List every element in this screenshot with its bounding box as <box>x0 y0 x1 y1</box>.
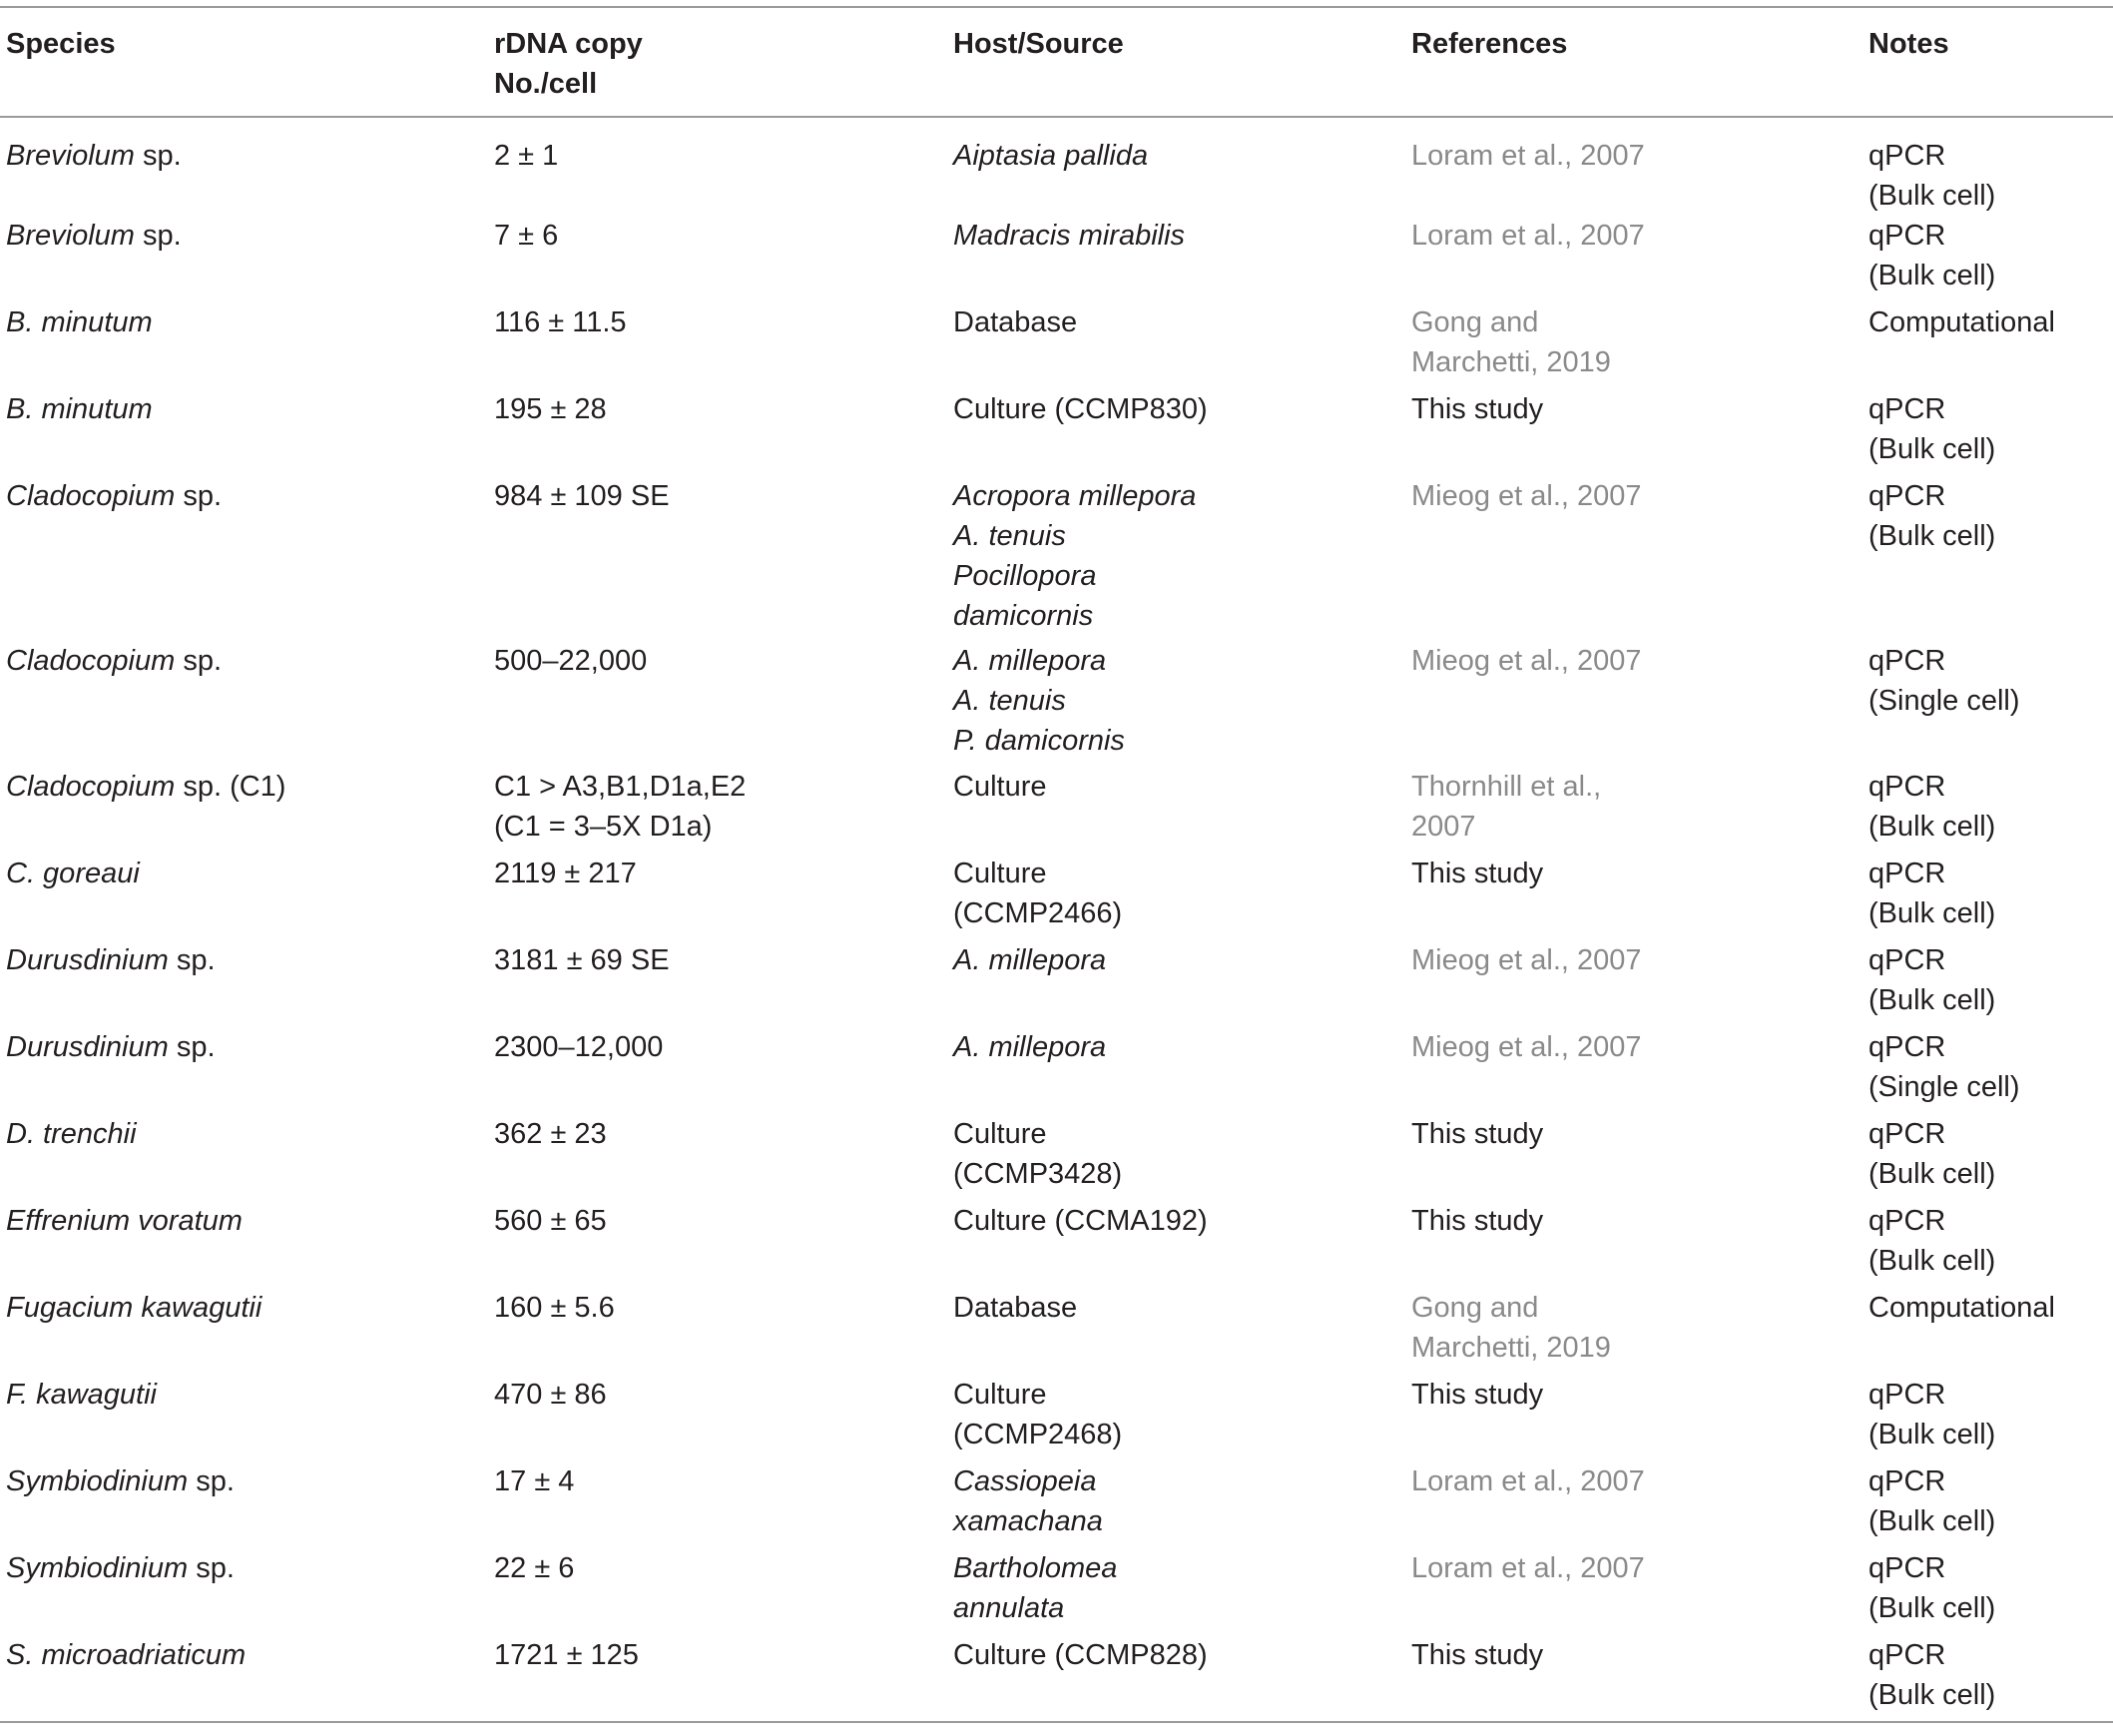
cell-rdna-copy <box>488 1288 947 1375</box>
cell-notes <box>1862 389 2113 476</box>
rdna-copy-value: 7 ± 6 <box>494 220 559 252</box>
cell-rdna-copy <box>488 476 947 641</box>
species-name-suffix: sp. <box>168 1031 216 1063</box>
rdna-copy-value: 500–22,000 <box>494 645 648 677</box>
cell-notes <box>1862 1201 2113 1288</box>
cell-reference <box>1405 940 1862 1027</box>
cell-host-source <box>947 1201 1405 1288</box>
table-row <box>0 1635 2113 1722</box>
cell-rdna-copy <box>488 940 947 1027</box>
cell-notes <box>1862 641 2113 767</box>
rdna-copy-value: 2300–12,000 <box>494 1031 664 1063</box>
notes-value: qPCR (Bulk cell) <box>1868 393 1996 465</box>
cell-rdna-copy <box>488 1375 947 1461</box>
table-header <box>0 7 2113 117</box>
cell-notes <box>1862 767 2113 854</box>
rdna-copy-value: 984 ± 109 SE <box>494 480 670 512</box>
reference-link[interactable]: Loram et al., 2007 <box>1411 220 1645 252</box>
notes-value: qPCR (Bulk cell) <box>1868 1465 1996 1537</box>
species-name-italic: Cladocopium <box>6 771 176 803</box>
cell-notes <box>1862 940 2113 1027</box>
cell-host-source <box>947 476 1405 641</box>
cell-reference <box>1405 1375 1862 1461</box>
header-host-source: Host/Source <box>953 28 1124 60</box>
cell-host-source <box>947 641 1405 767</box>
cell-host-source <box>947 1461 1405 1548</box>
species-name-italic: Breviolum <box>6 220 135 252</box>
species-name-suffix: sp. <box>175 645 223 677</box>
notes-value: qPCR (Bulk cell) <box>1868 140 1996 212</box>
rdna-copy-value: 470 ± 86 <box>494 1379 607 1411</box>
reference-text: This study <box>1411 1639 1544 1671</box>
cell-species <box>0 1461 488 1548</box>
rdna-copy-value: 362 ± 23 <box>494 1118 607 1150</box>
reference-link[interactable]: Loram et al., 2007 <box>1411 1465 1645 1497</box>
host-source-value: Acropora millepora A. tenuis Pocillopora damicornis <box>953 480 1197 632</box>
notes-value: qPCR (Bulk cell) <box>1868 771 1996 843</box>
cell-rdna-copy <box>488 1635 947 1722</box>
cell-notes <box>1862 117 2113 216</box>
table-row <box>0 476 2113 641</box>
cell-species <box>0 1635 488 1722</box>
notes-value: qPCR (Bulk cell) <box>1868 1639 1996 1711</box>
table-row <box>0 1288 2113 1375</box>
host-source-value: Database <box>953 306 1078 338</box>
cell-notes <box>1862 854 2113 940</box>
host-source-value: Culture (CCMP828) <box>953 1639 1208 1671</box>
cell-species <box>0 216 488 302</box>
species-name-suffix: sp. <box>134 220 182 252</box>
reference-link[interactable]: Gong and Marchetti, 2019 <box>1411 1292 1611 1364</box>
species-name-suffix: sp. (C1) <box>175 771 286 803</box>
host-source-value: A. millepora A. tenuis P. damicornis <box>953 645 1125 757</box>
rdna-copy-value: 560 ± 65 <box>494 1205 607 1237</box>
cell-species <box>0 1548 488 1635</box>
host-source-value: Culture (CCMA192) <box>953 1205 1208 1237</box>
cell-species <box>0 854 488 940</box>
cell-species <box>0 1114 488 1201</box>
cell-reference <box>1405 1288 1862 1375</box>
host-source-value: Culture (CCMP2468) <box>953 1379 1123 1450</box>
reference-text: This study <box>1411 1205 1544 1237</box>
cell-notes <box>1862 1548 2113 1635</box>
species-name-italic: B. minutum <box>6 393 153 425</box>
cell-rdna-copy <box>488 767 947 854</box>
cell-species <box>0 641 488 767</box>
cell-rdna-copy <box>488 1114 947 1201</box>
reference-link[interactable]: Mieog et al., 2007 <box>1411 944 1642 976</box>
cell-species <box>0 389 488 476</box>
cell-host-source <box>947 1027 1405 1114</box>
species-name-italic: B. minutum <box>6 306 153 338</box>
table-row <box>0 389 2113 476</box>
cell-host-source <box>947 767 1405 854</box>
cell-reference <box>1405 302 1862 389</box>
cell-host-source <box>947 940 1405 1027</box>
notes-value: qPCR (Single cell) <box>1868 645 2020 717</box>
reference-text: This study <box>1411 858 1544 889</box>
cell-reference <box>1405 1114 1862 1201</box>
species-name-italic: Effrenium voratum <box>6 1205 243 1237</box>
host-source-value: A. millepora <box>953 944 1107 976</box>
reference-link[interactable]: Thornhill et al., 2007 <box>1411 771 1602 843</box>
table-row <box>0 1027 2113 1114</box>
host-source-value: Bartholomea annulata <box>953 1552 1118 1624</box>
host-source-value: Cassiopeia xamachana <box>953 1465 1103 1537</box>
cell-notes <box>1862 302 2113 389</box>
notes-value: qPCR (Bulk cell) <box>1868 1118 1996 1190</box>
rdna-copy-value: 22 ± 6 <box>494 1552 575 1584</box>
cell-reference <box>1405 1635 1862 1722</box>
cell-reference <box>1405 476 1862 641</box>
rdna-copy-value: 2 ± 1 <box>494 140 559 172</box>
cell-notes <box>1862 1461 2113 1548</box>
notes-value: qPCR (Single cell) <box>1868 1031 2020 1103</box>
table-row <box>0 117 2113 216</box>
host-source-value: Culture (CCMP3428) <box>953 1118 1123 1190</box>
host-source-value: Culture (CCMP830) <box>953 393 1208 425</box>
cell-reference <box>1405 1201 1862 1288</box>
cell-reference <box>1405 1461 1862 1548</box>
reference-link[interactable]: Mieog et al., 2007 <box>1411 480 1642 512</box>
rdna-copy-value: 195 ± 28 <box>494 393 607 425</box>
cell-rdna-copy <box>488 389 947 476</box>
species-name-italic: S. microadriaticum <box>6 1639 247 1671</box>
header-references: References <box>1411 28 1568 60</box>
cell-reference <box>1405 216 1862 302</box>
rdna-copy-value: 1721 ± 125 <box>494 1639 639 1671</box>
host-source-value: Culture (CCMP2466) <box>953 858 1123 929</box>
species-name-suffix: sp. <box>188 1552 235 1584</box>
cell-species <box>0 1288 488 1375</box>
cell-notes <box>1862 1375 2113 1461</box>
species-name-italic: Cladocopium <box>6 480 176 512</box>
reference-text: This study <box>1411 1379 1544 1411</box>
header-row <box>0 7 2113 117</box>
cell-rdna-copy <box>488 1201 947 1288</box>
cell-notes <box>1862 1027 2113 1114</box>
cell-species <box>0 476 488 641</box>
cell-notes <box>1862 476 2113 641</box>
rdna-copy-value: 2119 ± 217 <box>494 858 637 889</box>
table-row <box>0 1201 2113 1288</box>
cell-reference <box>1405 854 1862 940</box>
cell-notes <box>1862 1635 2113 1722</box>
species-name-italic: Cladocopium <box>6 645 176 677</box>
cell-rdna-copy <box>488 302 947 389</box>
cell-notes <box>1862 1114 2113 1201</box>
cell-notes <box>1862 1288 2113 1375</box>
cell-species <box>0 302 488 389</box>
rdna-copy-value: 160 ± 5.6 <box>494 1292 615 1324</box>
table-row <box>0 1375 2113 1461</box>
cell-reference <box>1405 641 1862 767</box>
cell-rdna-copy <box>488 1027 947 1114</box>
cell-host-source <box>947 1288 1405 1375</box>
table-row <box>0 940 2113 1027</box>
cell-host-source <box>947 302 1405 389</box>
species-name-italic: Breviolum <box>6 140 135 172</box>
table-row <box>0 854 2113 940</box>
cell-reference <box>1405 767 1862 854</box>
cell-species <box>0 940 488 1027</box>
species-name-italic: D. trenchii <box>6 1118 137 1150</box>
cell-rdna-copy <box>488 1461 947 1548</box>
table-row <box>0 1114 2113 1201</box>
cell-host-source <box>947 117 1405 216</box>
species-name-italic: Symbiodinium <box>6 1465 189 1497</box>
host-source-value: Aiptasia pallida <box>953 140 1149 172</box>
rdna-copy-table <box>0 6 2113 1723</box>
table-row <box>0 216 2113 302</box>
cell-species <box>0 1375 488 1461</box>
header-species: Species <box>6 28 116 60</box>
reference-text: This study <box>1411 1118 1544 1150</box>
species-name-italic: Durusdinium <box>6 944 169 976</box>
species-name-italic: F. kawagutii <box>6 1379 157 1411</box>
table-row <box>0 1461 2113 1548</box>
notes-value: qPCR (Bulk cell) <box>1868 1552 1996 1624</box>
species-name-suffix: sp. <box>188 1465 235 1497</box>
reference-link[interactable]: Gong and Marchetti, 2019 <box>1411 306 1611 378</box>
cell-species <box>0 1027 488 1114</box>
cell-host-source <box>947 216 1405 302</box>
table-row <box>0 1548 2113 1635</box>
cell-species <box>0 767 488 854</box>
cell-notes <box>1862 216 2113 302</box>
cell-reference <box>1405 117 1862 216</box>
notes-value: Computational <box>1868 1292 2055 1324</box>
host-source-value: Madracis mirabilis <box>953 220 1186 252</box>
host-source-value: A. millepora <box>953 1031 1107 1063</box>
header-notes: Notes <box>1868 28 1949 60</box>
cell-host-source <box>947 1635 1405 1722</box>
cell-rdna-copy <box>488 117 947 216</box>
rdna-copy-value: C1 > A3,B1,D1a,E2 (C1 = 3–5X D1a) <box>494 771 747 843</box>
notes-value: qPCR (Bulk cell) <box>1868 1205 1996 1277</box>
cell-rdna-copy <box>488 854 947 940</box>
cell-host-source <box>947 389 1405 476</box>
species-name-italic: Fugacium kawagutii <box>6 1292 263 1324</box>
cell-species <box>0 117 488 216</box>
notes-value: qPCR (Bulk cell) <box>1868 220 1996 291</box>
table-body <box>0 117 2113 1722</box>
header-rdna-copy: rDNA copy No./cell <box>494 28 643 100</box>
cell-host-source <box>947 1114 1405 1201</box>
species-name-italic: Durusdinium <box>6 1031 169 1063</box>
cell-reference <box>1405 389 1862 476</box>
cell-rdna-copy <box>488 1548 947 1635</box>
table-row <box>0 641 2113 767</box>
cell-reference <box>1405 1027 1862 1114</box>
cell-reference <box>1405 1548 1862 1635</box>
notes-value: qPCR (Bulk cell) <box>1868 858 1996 929</box>
species-name-italic: Symbiodinium <box>6 1552 189 1584</box>
rdna-copy-value: 3181 ± 69 SE <box>494 944 670 976</box>
reference-link[interactable]: Loram et al., 2007 <box>1411 140 1645 172</box>
reference-link[interactable]: Mieog et al., 2007 <box>1411 1031 1642 1063</box>
host-source-value: Database <box>953 1292 1078 1324</box>
reference-text: This study <box>1411 393 1544 425</box>
table-row <box>0 767 2113 854</box>
species-name-suffix: sp. <box>168 944 216 976</box>
rdna-copy-value: 17 ± 4 <box>494 1465 575 1497</box>
host-source-value: Culture <box>953 771 1047 803</box>
reference-link[interactable]: Mieog et al., 2007 <box>1411 645 1642 677</box>
notes-value: qPCR (Bulk cell) <box>1868 480 1996 552</box>
cell-rdna-copy <box>488 641 947 767</box>
species-name-suffix: sp. <box>175 480 223 512</box>
cell-host-source <box>947 1548 1405 1635</box>
reference-link[interactable]: Loram et al., 2007 <box>1411 1552 1645 1584</box>
notes-value: Computational <box>1868 306 2055 338</box>
table-row <box>0 302 2113 389</box>
notes-value: qPCR (Bulk cell) <box>1868 944 1996 1016</box>
cell-rdna-copy <box>488 216 947 302</box>
species-name-suffix: sp. <box>134 140 182 172</box>
cell-species <box>0 1201 488 1288</box>
species-name-italic: C. goreaui <box>6 858 140 889</box>
rdna-copy-value: 116 ± 11.5 <box>494 306 627 338</box>
notes-value: qPCR (Bulk cell) <box>1868 1379 1996 1450</box>
cell-host-source <box>947 854 1405 940</box>
cell-host-source <box>947 1375 1405 1461</box>
